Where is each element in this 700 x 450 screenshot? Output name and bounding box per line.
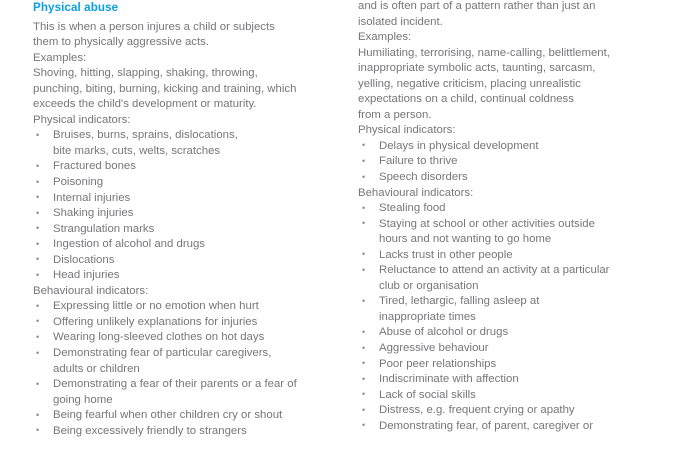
- list-item-line: Dislocations: [53, 253, 115, 266]
- list-item-line: Strangulation marks: [53, 222, 155, 235]
- definition-continued-paragraph: [358, 0, 676, 30]
- list-item: [33, 330, 353, 346]
- definition-line: and is often part of a pattern rather than just an: [358, 0, 596, 12]
- examples-line: Humiliating, terrorising, name-calling, belittlement,: [358, 46, 610, 59]
- list-item: [358, 217, 676, 248]
- list-item-line: Reluctance to attend an activity at a particular: [379, 264, 610, 277]
- list-item-line: Being fearful when other children cry or shout: [53, 409, 283, 422]
- list-item: [33, 424, 353, 440]
- list-item: [358, 325, 676, 341]
- physical-indicators-list: [33, 128, 353, 283]
- examples-line: from a person.: [358, 108, 432, 121]
- examples-line: exceeds the child's development or maturity.: [33, 98, 257, 111]
- list-item: [33, 346, 353, 377]
- examples-line: expectations on a child, continual coldness: [358, 93, 574, 106]
- list-item-line: Offering unlikely explanations for injuries: [53, 315, 258, 328]
- list-item-line: Failure to thrive: [379, 155, 458, 168]
- list-item-line: Demonstrating fear of particular caregivers,: [53, 347, 272, 360]
- list-item-line: hours and not wanting to go home: [379, 233, 552, 246]
- examples-block: [358, 30, 676, 123]
- list-item: [33, 159, 353, 175]
- left-column: [33, 0, 353, 439]
- list-item: [358, 341, 676, 357]
- list-item-line: bite marks, cuts, welts, scratches: [53, 144, 221, 157]
- list-item-line: club or organisation: [379, 279, 479, 292]
- list-item: [33, 237, 353, 253]
- list-item-line: Lack of social skills: [379, 388, 476, 401]
- behavioural-indicators-label: Behavioural indicators:: [358, 186, 474, 199]
- right-column-flow: [358, 0, 676, 434]
- behavioural-indicators-block: [33, 284, 353, 439]
- list-item: [358, 388, 676, 404]
- list-item: [358, 372, 676, 388]
- examples-label: Examples:: [358, 31, 412, 44]
- examples-line: inappropriate symbolic acts, taunting, sarcasm,: [358, 62, 596, 75]
- list-item-line: Wearing long-sleeved clothes on hot days: [53, 331, 265, 344]
- list-item-line: Demonstrating fear, of parent, caregiver or: [379, 419, 593, 432]
- section-heading-physical-abuse: Physical abuse: [33, 1, 119, 14]
- list-item: [358, 139, 676, 155]
- list-item-line: Aggressive behaviour: [379, 342, 489, 355]
- examples-line: Shoving, hitting, slapping, shaking, throwing,: [33, 67, 258, 80]
- examples-block: [33, 51, 353, 113]
- list-item: [33, 206, 353, 222]
- list-item: [33, 315, 353, 331]
- list-item-line: Staying at school or other activities outside: [379, 217, 595, 230]
- list-item-line: Speech disorders: [379, 171, 468, 184]
- left-column-flow: [33, 0, 353, 439]
- list-item: [33, 191, 353, 207]
- physical-indicators-block: [358, 123, 676, 185]
- list-item-line: Demonstrating a fear of their parents or a fear of: [53, 378, 297, 391]
- list-item: [33, 128, 353, 159]
- list-item: [358, 201, 676, 217]
- examples-line: yelling, negative criticism, placing unrealistic: [358, 77, 581, 90]
- definition-line: them to physically aggressive acts.: [33, 36, 209, 49]
- physical-indicators-block: [33, 113, 353, 284]
- behavioural-indicators-label: Behavioural indicators:: [33, 284, 149, 297]
- list-item: [358, 419, 676, 435]
- definition-line: isolated incident.: [358, 15, 443, 28]
- list-item-line: Indiscriminate with affection: [379, 373, 519, 386]
- list-item: [358, 403, 676, 419]
- list-item-line: Poisoning: [53, 176, 104, 189]
- list-item-line: Internal injuries: [53, 191, 131, 204]
- list-item-line: Shaking injuries: [53, 207, 134, 220]
- list-item-line: Delays in physical development: [379, 139, 539, 152]
- list-item-line: adults or children: [53, 362, 140, 375]
- list-item-line: Head injuries: [53, 269, 120, 282]
- list-item-line: Ingestion of alcohol and drugs: [53, 238, 205, 251]
- list-item-line: Tired, lethargic, falling asleep at: [379, 295, 540, 308]
- physical-indicators-label: Physical indicators:: [358, 124, 456, 137]
- list-item: [33, 377, 353, 408]
- list-item: [33, 175, 353, 191]
- examples-label: Examples:: [33, 51, 87, 64]
- list-item-line: Distress, e.g. frequent crying or apathy: [379, 404, 575, 417]
- list-item: [358, 357, 676, 373]
- list-item: [33, 408, 353, 424]
- physical-indicators-list: [358, 139, 676, 186]
- list-item-line: Bruises, burns, sprains, dislocations,: [53, 129, 238, 142]
- list-item-line: Poor peer relationships: [379, 357, 497, 370]
- list-item-line: Fractured bones: [53, 160, 136, 173]
- list-item-line: Expressing little or no emotion when hurt: [53, 300, 259, 313]
- list-item: [358, 248, 676, 264]
- list-item: [33, 222, 353, 238]
- definition-paragraph: [33, 20, 353, 51]
- list-item: [358, 170, 676, 186]
- list-item-line: Stealing food: [379, 202, 446, 215]
- list-item-line: Being excessively friendly to strangers: [53, 424, 247, 437]
- list-item: [358, 154, 676, 170]
- right-column: [358, 0, 676, 434]
- list-item: [33, 253, 353, 269]
- list-item-line: inappropriate times: [379, 310, 476, 323]
- definition-line: This is when a person injures a child or subjects: [33, 20, 275, 33]
- list-item-line: going home: [53, 393, 113, 406]
- behavioural-indicators-block: [358, 186, 676, 435]
- list-item: [358, 294, 676, 325]
- behavioural-indicators-list: [358, 201, 676, 434]
- list-item: [33, 299, 353, 315]
- list-item-line: Lacks trust in other people: [379, 248, 513, 261]
- behavioural-indicators-list: [33, 299, 353, 439]
- list-item: [33, 268, 353, 284]
- examples-line: punching, biting, burning, kicking and training, which: [33, 82, 297, 95]
- list-item-line: Abuse of alcohol or drugs: [379, 326, 509, 339]
- list-item: [358, 263, 676, 294]
- physical-indicators-label: Physical indicators:: [33, 113, 131, 126]
